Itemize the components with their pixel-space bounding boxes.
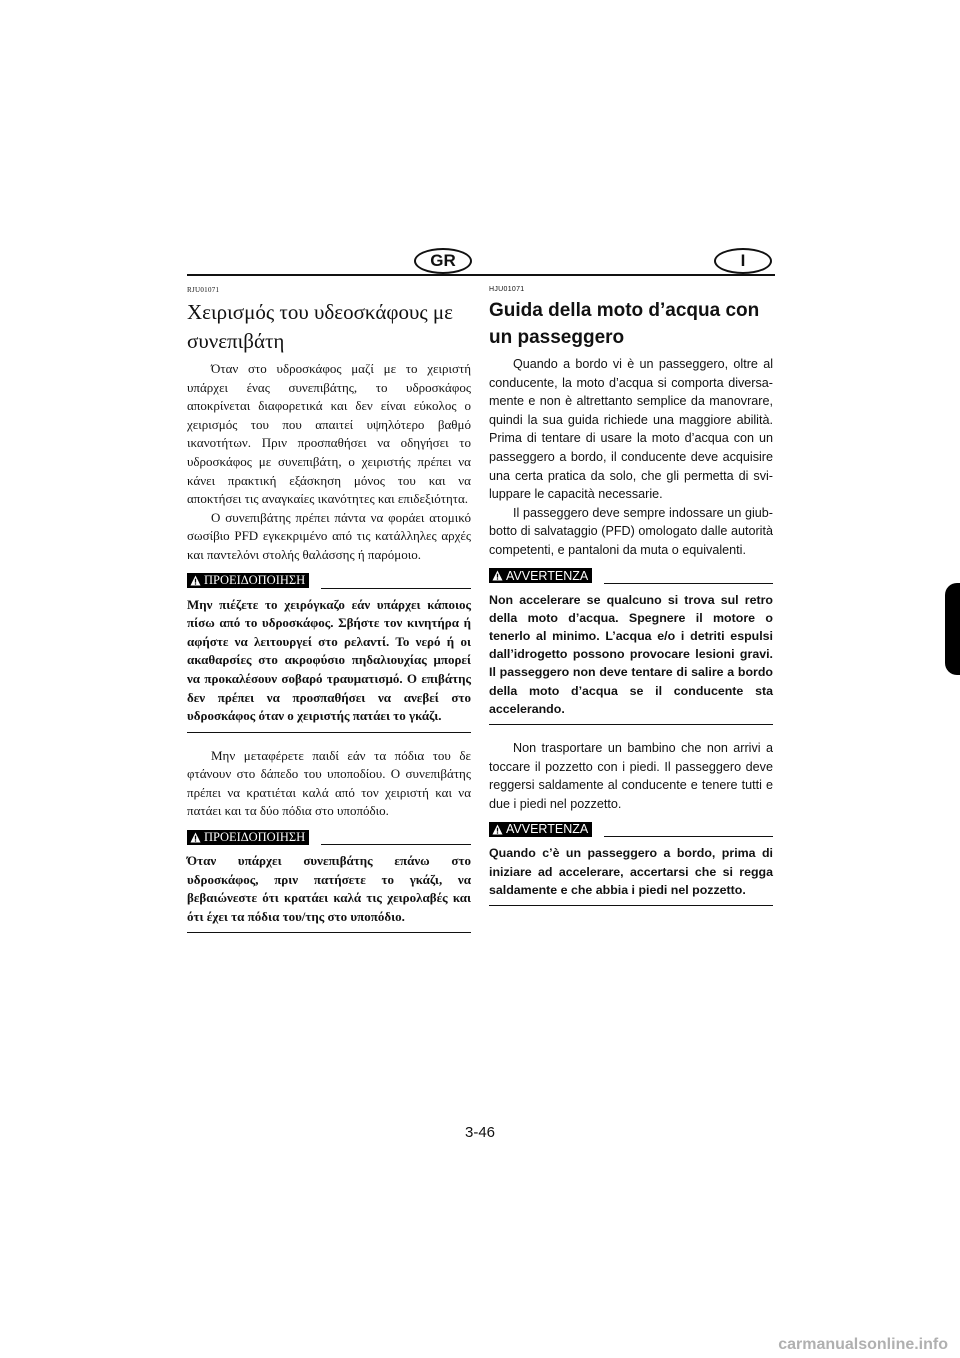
warning-end-rule	[187, 732, 471, 733]
section-title: Χειρισμός του υδεοσκάφους με συνεπιβάτη	[187, 300, 453, 353]
warning-badge	[187, 830, 309, 845]
warning-triangle-icon	[492, 824, 503, 835]
warning-end-rule	[489, 905, 773, 906]
chapter-thumb-tab	[945, 583, 960, 675]
warning-header	[187, 573, 471, 589]
page-number: 3-46	[464, 1124, 496, 1141]
warning-rule	[321, 588, 471, 589]
paragraph: Il passeggero deve sempre indossare un giubbotto di salvataggio (PFD) omologato dalle autorità competenti, e pantaloni da muta o equivalenti.	[489, 505, 773, 557]
warning-text: Quando c’è un passeggero a bordo, prima di iniziare ad accelerare, accertarsi che si regga saldamente e che abbia i piedi nel pozzetto.	[489, 846, 773, 897]
header-rule	[187, 274, 775, 276]
section-code: HJU01071	[489, 286, 525, 293]
warning-badge	[187, 573, 309, 588]
watermark: carmanualsonline.info	[778, 1336, 948, 1353]
warning-text: Όταν υπάρχει συνεπιβάτης επάνω στο υδροσκάφος, πριν πατήσετε το γκάζι, να βεβαιώνεστε ότι κρατάει καλά τις χειρολαβές και ότι έχει τα πόδια του/της στο υποπόδιο.	[187, 853, 471, 924]
warning-label: ΠΡΟΕΙΔΟΠΟΙΗΣΗ	[204, 573, 306, 588]
warning-triangle-icon	[190, 832, 201, 843]
warning-rule	[604, 583, 773, 584]
paragraph: Μην μεταφέρετε παιδί εάν τα πόδια του δε φτάνουν στο δάπεδο του υποποδίου. Ο συνεπιβάτης πρέπει να κρατιέται καλά από τον χειριστή και να πατάει και τα δύο πόδια στο υποπόδιο.	[187, 747, 471, 819]
greek-column	[187, 286, 471, 947]
warning-label: AVVERTENZA	[506, 822, 589, 837]
warning-triangle-icon	[190, 575, 201, 586]
warning-badge	[489, 822, 592, 837]
warning-end-rule	[489, 724, 773, 725]
warning-text: Μην πιέζετε το χειρόγκαζο εάν υπάρχει κάποιος πίσω από το υδροσκάφος. Σβήστε τον κινητήρα ή αφήστε να λειτουργεί στο ρελαντί. Το νερό ή οι ακαθαρσίες στο ακροφύσιο πηδαλιουχίας μπορεί να προκαλέσουν σοβαρό τραυματισμό. Ο επιβάτης δεν πρέπει να προσπαθήσει να ανεβεί στο υδροσκάφος όταν ο χειριστής πατάει το γκάζι.	[187, 596, 471, 724]
paragraph: Όταν στο υδροσκάφος μαζί με το χειριστή υπάρχει ένας συνεπιβάτης, το υδροσκάφος αποκρίνεται διαφορετικά και δεν είναι εύκολος ο χειρισμός του που απαιτεί υψηλότερο βαθμό ικανοτήτων. Πριν προσπαθήσει να οδηγήσει το υδροσκάφος με συνεπιβάτη, ο χειριστής πρέπει να κάνει πρακτική εξάσκηση μόνος του και να αποκτήσει τις αναγκαίες ικανότητες και επιδεξιότητα.	[187, 361, 471, 507]
language-badge-gr: GR	[414, 248, 472, 274]
warning-end-rule	[187, 932, 471, 933]
section-title: Guida della moto d’acqua con un passeggero	[489, 300, 760, 348]
warning-rule	[604, 836, 773, 837]
warning-label: ΠΡΟΕΙΔΟΠΟΙΗΣΗ	[204, 829, 306, 844]
section-code: RJU01071	[187, 286, 220, 294]
paragraph: Quando a bordo vi è un passeggero, oltre al conducente, la moto d’acqua si comporta diversamente e non è altrettanto semplice da manovrare, quindi la sua guida richiede una maggiore abilità. Prima di tentare di usare la moto d’acqua con un passeggero a bordo, il conducente deve acquisire una certa pratica da solo, che gli permetta di sviluppare le capacità necessarie.	[489, 357, 773, 502]
language-badge-i: I	[714, 248, 772, 274]
warning-header	[187, 829, 471, 845]
paragraph: Ο συνεπιβάτης πρέπει πάντα να φοράει ατομικό σωσίβιο PFD εγκεκριμένο από τις κατάλληλες αρχές και παντελόνι στολής θαλάσσης ή παρόμοιο.	[187, 509, 471, 562]
warning-header	[489, 568, 773, 584]
warning-label: AVVERTENZA	[506, 568, 589, 583]
warning-header	[489, 821, 773, 837]
paragraph: Non trasportare un bambino che non arrivi a toccare il pozzetto con i piedi. Il passeggero deve reggersi saldamente al conducente e tenere tutti e due i piedi nel pozzetto.	[489, 740, 773, 811]
warning-badge	[489, 568, 592, 583]
warning-triangle-icon	[492, 570, 503, 581]
warning-rule	[321, 844, 471, 845]
warning-text: Non accelerare se qualcuno si trova sul retro della moto d’acqua. Spegnere il motore o tenerlo al minimo. L’acqua e/o i detriti espulsi dall’idrogetto possono provocare lesioni gravi. Il passeggero non deve tentare di salire a bordo della moto d’acqua se il conducente sta accelerando.	[489, 592, 773, 716]
italian-column	[489, 286, 773, 920]
